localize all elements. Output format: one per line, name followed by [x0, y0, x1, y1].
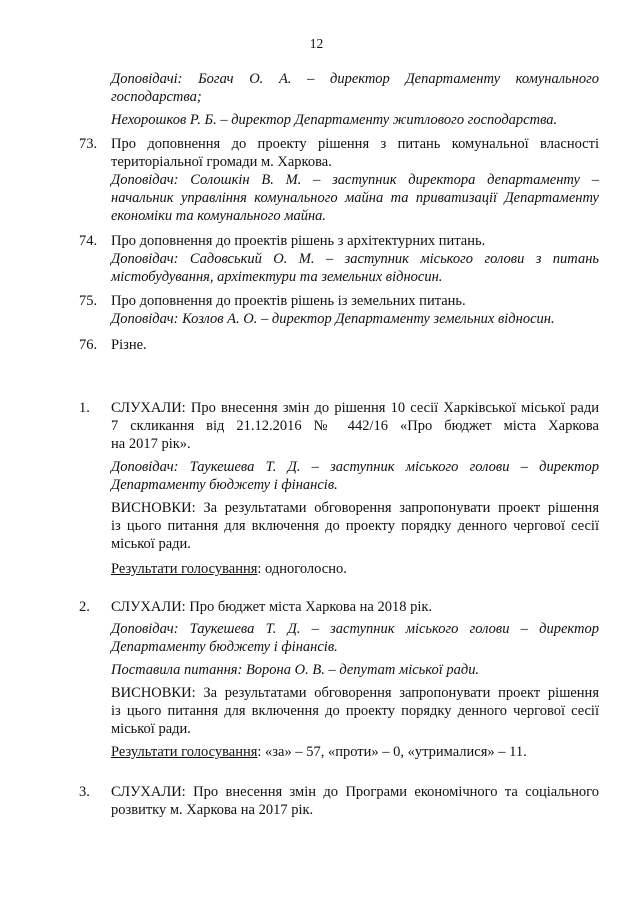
heard-line: СЛУХАЛИ: Про внесення змін до рішення 10 сесії Харківської міської ради [111, 400, 599, 416]
item-2-speaker [111, 620, 599, 656]
agenda-title-line: Про доповнення до проектів рішень з архітектурних питань. [111, 233, 486, 249]
item-2-conclusions [111, 684, 599, 738]
agenda-title-line: Про доповнення до проектів рішень із земельних питань. [111, 293, 466, 309]
agenda-item-73 [111, 135, 599, 225]
agenda-number: 76. [79, 337, 98, 353]
heard-line: розвитку м. Харкова на 2017 рік. [111, 802, 314, 818]
intro-speakers [111, 70, 599, 129]
speaker-line: Департаменту бюджету і фінансів. [111, 639, 338, 655]
agenda-speaker-line: містобудування, архітектури та земельних відносин. [111, 269, 443, 285]
item-3-heard [111, 783, 599, 819]
item-1-vote [111, 560, 599, 578]
conclusion-line: із цього питання для включення до проекту порядку денного чергової сесії [111, 518, 599, 534]
item-1-heard [111, 399, 599, 453]
page-number: 12 [309, 36, 324, 51]
intro-line-2: господарства; [111, 89, 202, 105]
speaker-line: Департаменту бюджету і фінансів. [111, 477, 338, 493]
agenda-item-75 [111, 292, 599, 328]
agenda-speaker-line: Доповідач: Солошкін В. М. – заступник директора департаменту – [111, 172, 599, 188]
vote-line [111, 560, 599, 578]
speaker-line: Доповідач: Таукешева Т. Д. – заступник міського голови – директор [111, 621, 599, 637]
heard-line: 7 скликання від 21.12.2016 № 442/16 «Про бюджет міста Харкова [111, 418, 599, 434]
agenda-speaker-line: Доповідач: Садовський О. М. – заступник міського голови з питань [111, 251, 599, 267]
item-1-conclusions [111, 499, 599, 553]
question-line: Поставила питання: Ворона О. В. – депутат міської ради. [111, 662, 480, 678]
item-number: 1. [79, 400, 90, 416]
agenda-title-line: Різне. [111, 337, 147, 353]
agenda-speaker-line: Доповідач: Козлов А. О. – директор Департаменту земельних відносин. [111, 311, 555, 327]
vote-line [111, 743, 599, 761]
vote-value: : одноголосно. [257, 561, 347, 577]
conclusion-line: із цього питання для включення до проекту порядку денного чергової сесії [111, 703, 599, 719]
agenda-item-74 [111, 232, 599, 286]
agenda-title-line: територіальної громади м. Харкова. [111, 154, 332, 170]
vote-label: Результати голосування [111, 561, 258, 577]
heard-line: на 2017 рік». [111, 436, 191, 452]
agenda-speaker-line: економіки та комунального майна. [111, 208, 327, 224]
item-number: 2. [79, 599, 90, 615]
intro-line-3: Нехорошков Р. Б. – директор Департаменту житлового господарства. [111, 112, 558, 128]
speaker-line: Доповідач: Таукешева Т. Д. – заступник міського голови – директор [111, 459, 599, 475]
vote-value: : «за» – 57, «проти» – 0, «утрималися» – 11. [257, 744, 527, 760]
item-1-speaker [111, 458, 599, 494]
agenda-number: 74. [79, 233, 98, 249]
heard-line: СЛУХАЛИ: Про бюджет міста Харкова на 2018 рік. [111, 599, 433, 615]
agenda-number: 75. [79, 293, 98, 309]
agenda-item-76 [111, 336, 599, 354]
conclusion-line: ВИСНОВКИ: За результатами обговорення запропонувати проект рішення [111, 685, 599, 701]
heard-line: СЛУХАЛИ: Про внесення змін до Програми економічного та соціального [111, 784, 599, 800]
agenda-number: 73. [79, 136, 98, 152]
agenda-title-line: Про доповнення до проекту рішення з питань комунальної власності [111, 136, 599, 152]
item-2-heard [111, 598, 599, 616]
conclusion-line: ВИСНОВКИ: За результатами обговорення запропонувати проект рішення [111, 500, 599, 516]
agenda-speaker-line: начальник управління комунального майна та приватизації Департаменту [111, 190, 599, 206]
item-number: 3. [79, 784, 90, 800]
item-2-vote [111, 743, 599, 761]
conclusion-line: міської ради. [111, 721, 191, 737]
conclusion-line: міської ради. [111, 536, 191, 552]
intro-line-1: Доповідачі: Богач О. А. – директор Департаменту комунального [111, 71, 599, 87]
item-2-question [111, 661, 599, 679]
vote-label: Результати голосування [111, 744, 258, 760]
